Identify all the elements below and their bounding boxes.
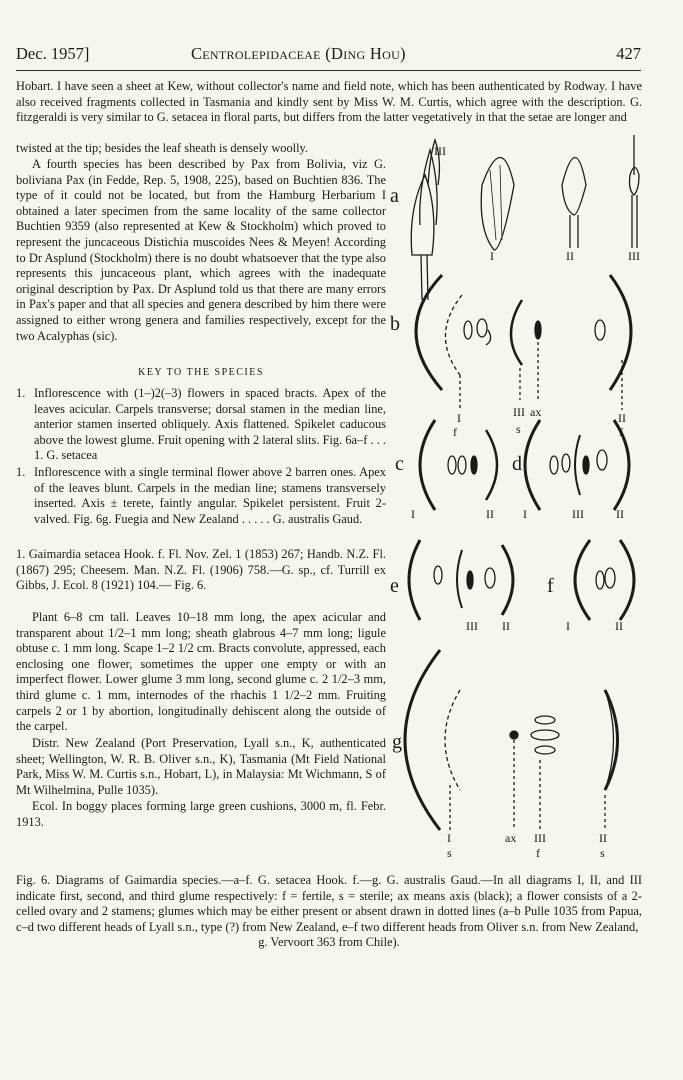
label-d: d	[512, 453, 522, 475]
glume-label: I	[411, 507, 415, 521]
glume-two-sketch	[562, 158, 586, 216]
diagram-d	[525, 420, 629, 510]
intro-continuation: twisted at the tip; besides the leaf sheath is densely woolly.	[16, 141, 309, 155]
glume-label: I	[447, 831, 451, 845]
fertility-label: s	[447, 846, 452, 860]
axis-label: ax	[530, 405, 542, 419]
page-number: 427	[616, 44, 641, 63]
fertility-label: s	[600, 846, 605, 860]
glume-label: II	[599, 831, 607, 845]
caption-text: Fig. 6. Diagrams of Gaimardia species.—a–f. G. setacea Hook. f.—g. G. australis Gaud.—In all diagrams I, II, and III indicate first, second, and third glume respectively: f = fertile, s = sterile; ax means axis (black); a flower consists of a 2-celled ovary and 2 stamens; glumes which may be either present or absent drawn in dotted lines (a–b Pulle 1035 from Papua, c–d two different heads of Lyall s.n., type (?) from New Zealand, e–f two different heads from Oliver s.n. from New Zealand,	[16, 873, 642, 934]
glume-label: II	[618, 411, 626, 425]
glume-label: II	[615, 619, 623, 633]
axis-label: ax	[505, 831, 517, 845]
fertility-label: f	[536, 846, 540, 860]
diagram-f	[575, 540, 634, 620]
key-entry-number: 1.	[16, 465, 26, 479]
key-entry-number: 1.	[16, 386, 26, 400]
ecology-paragraph: Ecol. In boggy places forming large green cushions, 3000 m, fl. Febr. 1913.	[16, 799, 386, 829]
figure-6-svg	[390, 130, 655, 860]
glume-label: III	[572, 507, 584, 521]
species-description: Plant 6–8 cm tall. Leaves 10–18 mm long, the apex acicular and transparent about 1/2–1 mm long; sheath glabrous 4–7 mm long; ligule obtuse c. 1 mm long. Scape 1–2 1/2 cm. Bracts convolute, appressed, each enclosing one flower, sometimes the upper one empty or with an imperfect flower. Lower glume 3 mm long, second glume c. 2 1/2–3 mm, third glume c. 1 mm, internodes of the rhachis 1 1/2–2 mm. Fruiting carpels 2 or 1 by abortion, longitudinally dehiscent along the outside of the carpel.	[16, 610, 386, 734]
glume-one-sketch	[481, 158, 514, 251]
glume-label: I	[523, 507, 527, 521]
distribution-paragraph: Distr. New Zealand (Port Preservation, Lyall s.n., K, authenticated sheet; Wellington, W. R. B. Oliver s.n., K), Tasmania (Mt Field National Park, Miss W. M. Curtis s.n., Hobart, L), in Malaysia: Mt Wichmann, S of Mt Wilhelmina, Pulle 1035).	[16, 736, 386, 797]
glume-label: III	[628, 249, 640, 263]
glume-label: I	[566, 619, 570, 633]
caption-last-line: g. Vervoort 363 from Chile).	[258, 935, 400, 950]
glume-label: I	[457, 411, 461, 425]
issue-date: Dec. 1957]	[16, 44, 90, 63]
fertility-label: f	[619, 425, 623, 439]
glume-label: III	[534, 831, 546, 845]
glume-label: III	[513, 405, 525, 419]
key-entry	[16, 465, 386, 527]
spikelet-sketch-a	[411, 140, 439, 300]
key-entry-text: Inflorescence with (1–)2(–3) flowers in spaced bracts. Apex of the leaves acicular. Carpels transverse; dorsal stamen in the median line, anterior stamen inserted obliquely. Axis flattened. Spikelet caducous above the lowest glume. Fruit opening with 2 lateral slits. Fig. 6a–f . . . 1. G. setacea	[34, 386, 386, 463]
key-heading: KEY TO THE SPECIES	[138, 367, 264, 378]
glume-label: III	[434, 144, 446, 158]
label-f: f	[547, 575, 554, 597]
key-entry	[16, 386, 386, 464]
fertility-label: f	[453, 425, 457, 439]
running-head	[16, 44, 641, 66]
label-e: e	[390, 575, 399, 597]
glume-label: I	[490, 249, 494, 263]
species-heading: 1. Gaimardia setacea Hook. f. Fl. Nov. Zel. 1 (1853) 267; Handb. N.Z. Fl. (1867) 295; Cheesem. Man. N.Z. Fl. (1906) 758.—G. sp., cf. Turrill ex Gibbs, J. Ecol. 8 (1921) 104.— Fig. 6.	[16, 547, 386, 593]
glume-label: III	[466, 619, 478, 633]
glume-label: II	[502, 619, 510, 633]
fourth-species-paragraph: A fourth species has been described by Pax from Bolivia, viz G. boliviana Pax (in Fedde, Rep. 5, 1908, 225), based on Buchtien 836. The type of it could not be located, but from the Hamburg Herbarium I obtained a later specimen from the same locality of the same collector Buchtien 9359 (also represented at Kew & Stockholm) which proved to represent the juncaceous Distichia muscoides Nees & Meyen! According to Dr Asplund (Stockholm) there is no doubt whatsoever that the type also represents this juncaceous plant, which agrees with the inadequate original description by Pax. Dr Asplund told us that there are many errors in Pax's paper and that all species and genera described by him there were assigned to either wrong genera and families respectively, except for the two Acalyphas (sic).	[16, 157, 386, 343]
key-entry-text: Inflorescence with a single terminal flower above 2 barren ones. Apex of the leaves blunt. Carpels in the median line; stamens transversely inserted. Axis ± terete, faintly angular. Spikelet persistent. Fruit 2-valved. Fig. 6g. Fuegia and New Zealand . . . . . G. australis Gaud.	[34, 465, 386, 526]
label-c: c	[395, 453, 404, 475]
figure-caption	[16, 873, 642, 951]
diagram-e	[409, 540, 513, 620]
label-b: b	[390, 313, 400, 335]
glume-label: II	[486, 507, 494, 521]
diagram-c	[420, 420, 497, 510]
label-g: g	[392, 731, 402, 753]
label-a: a	[390, 185, 399, 207]
glume-label: II	[566, 249, 574, 263]
diagram-b	[416, 275, 631, 410]
figure-6-diagrams	[390, 130, 655, 860]
glume-label: II	[616, 507, 624, 521]
intro-paragraph: Hobart. I have seen a sheet at Kew, without collector's name and field note, which has been authenticated by Rodway. I have also received fragments collected in Tasmania and kindly sent by Miss W. M. Curtis, which agree with the description. G. fitzgeraldi is very similar to G. setacea in floral parts, but differs from the latter vegetatively in that the setae are longer and	[16, 79, 642, 125]
fertility-label: s	[516, 422, 521, 436]
running-title: Centrolepidaceae (Ding Hou)	[191, 44, 406, 63]
header-rule	[16, 70, 641, 71]
diagram-g	[405, 650, 618, 830]
